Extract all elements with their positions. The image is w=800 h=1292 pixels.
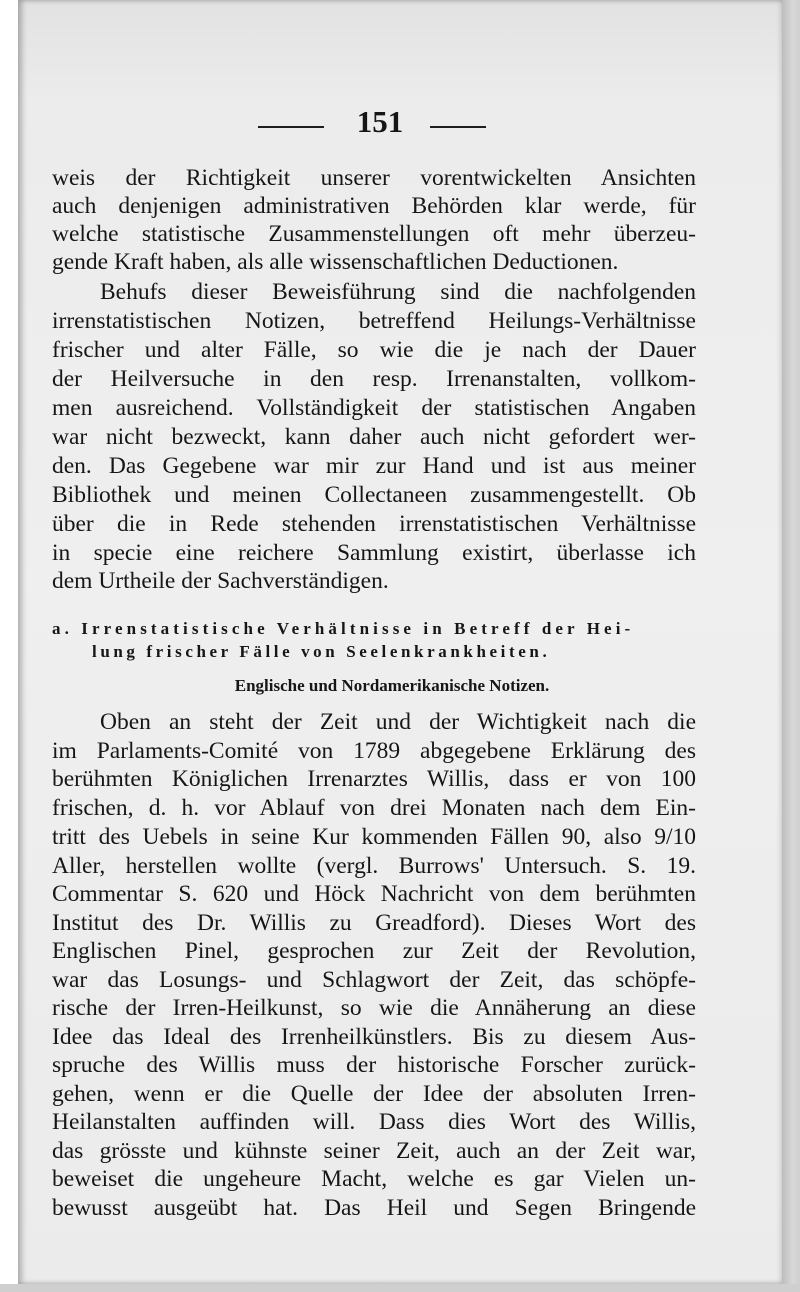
text-line: war nicht bezweckt, kann daher auch nicht gefordert wer- — [52, 424, 696, 450]
text-line: gehen, wenn er die Quelle der Idee der absoluten Irren- — [52, 1081, 696, 1107]
page-edge-bottom — [0, 1284, 800, 1292]
text-line: Commentar S. 620 und Höck Nachricht von dem berühmten — [52, 881, 696, 907]
text-line: rische der Irren-Heilkunst, so wie die Annäherung an diese — [52, 995, 696, 1021]
text-line: berühmten Königlichen Irrenarztes Willis, dass er von 100 — [52, 766, 696, 792]
text-line: bewusst ausgeübt hat. Das Heil und Segen Bringende — [52, 1195, 696, 1221]
section-heading-line-2: lung frischer Fälle von Seelenkrankheiten. — [92, 642, 551, 661]
text-line: Heilanstalten auffinden will. Dass dies Wort des Willis, — [52, 1109, 696, 1135]
text-line: war das Losungs- und Schlagwort der Zeit, das schöpfe- — [52, 967, 696, 993]
text-line: Bibliothek und meinen Collectaneen zusammengestellt. Ob — [52, 482, 696, 508]
header-rule-right — [430, 126, 486, 128]
text-line: Idee das Ideal des Irrenheilkünstlers. Bis zu diesem Aus- — [52, 1024, 696, 1050]
text-line: auch denjenigen administrativen Behörden klar werde, für — [52, 193, 696, 219]
section-subheading: Englische und Nordamerikanische Notizen. — [234, 676, 550, 695]
text-line: men ausreichend. Vollständigkeit der statistischen Angaben — [52, 395, 696, 421]
text-line: den. Das Gegebene war mir zur Hand und ist aus meiner — [52, 453, 696, 479]
text-line: Englischen Pinel, gesprochen zur Zeit der Revolution, — [52, 938, 696, 964]
text-line: irrenstatistischen Notizen, betreffend Heilungs-Verhältnisse — [52, 308, 696, 334]
text-line: tritt des Uebels in seine Kur kommenden Fällen 90, also 9/10 — [52, 824, 696, 850]
text-line: in specie eine reichere Sammlung existirt, überlasse ich — [52, 540, 696, 566]
text-line: über die in Rede stehenden irrenstatistischen Verhältnisse — [52, 511, 696, 537]
text-line: der Heilversuche in den resp. Irrenanstalten, vollkom- — [52, 366, 696, 392]
page-header — [0, 104, 800, 140]
text-line: gende Kraft haben, als alle wissenschaftlichen Deductionen. — [52, 249, 619, 275]
text-line: weis der Richtigkeit unserer vorentwickelten Ansichten — [52, 165, 696, 191]
text-line: Behufs dieser Beweisführung sind die nachfolgenden — [100, 279, 696, 305]
text-line: dem Urtheile der Sachverständigen. — [52, 568, 389, 594]
text-line: welche statistische Zusammenstellungen oft mehr überzeu- — [52, 221, 696, 247]
text-line: beweiset die ungeheure Macht, welche es gar Vielen un- — [52, 1166, 696, 1192]
text-line: das grösste und kühnste seiner Zeit, auch an der Zeit war, — [52, 1138, 696, 1164]
text-line: Aller, herstellen wollte (vergl. Burrows' Untersuch. S. 19. — [52, 853, 696, 879]
text-line: frischen, d. h. vor Ablauf von drei Monaten nach dem Ein- — [52, 795, 696, 821]
section-heading-line-1: a. Irrenstatistische Verhältnisse in Betreff der Hei- — [52, 619, 635, 638]
text-line: Institut des Dr. Willis zu Greadford). Dieses Wort des — [52, 910, 696, 936]
text-line: Oben an steht der Zeit und der Wichtigkeit nach die — [100, 709, 696, 735]
page-number: 151 — [356, 104, 404, 139]
page-edge-right — [782, 0, 800, 1292]
header-rule-left — [258, 126, 324, 128]
text-line: spruche des Willis muss der historische Forscher zurück- — [52, 1052, 696, 1078]
text-line: frischer und alter Fälle, so wie die je nach der Dauer — [52, 337, 696, 363]
text-line: im Parlaments-Comité von 1789 abgegebene Erklärung des — [52, 738, 696, 764]
